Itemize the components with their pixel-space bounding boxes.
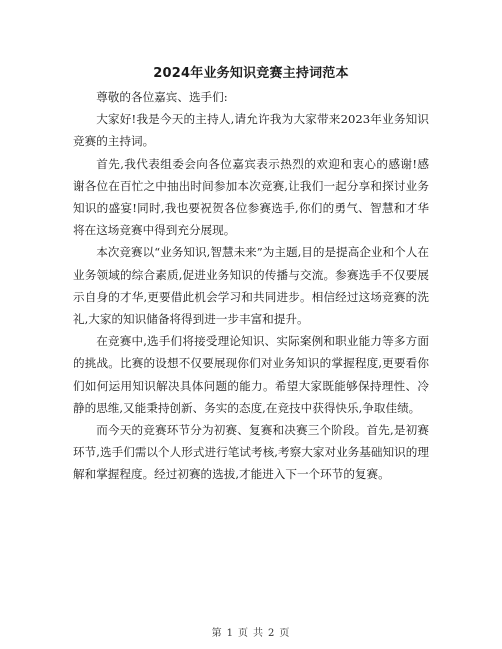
page-label: 第 <box>211 628 223 639</box>
page-label: 共 <box>253 628 264 639</box>
paragraph: 本次竞赛以“业务知识,智慧未来”为主题,目的是提高企业和个人在业务领域的综合素质,促进业务知识的传播与交流。参赛选手不仅要展示自身的才华,更要借此机会学习和共同进步。相信经过这场竞赛的洗礼,大家的知识储备将得到进一步丰富和提升。 <box>73 245 429 327</box>
document-body <box>73 86 429 486</box>
document-title: 2024年业务知识竞赛主持词范本 <box>153 66 349 81</box>
paragraph: 大家好!我是今天的主持人,请允许我为大家带来2023年业务知识竞赛的主持词。 <box>73 112 429 149</box>
current-page-number: 1 <box>226 628 234 639</box>
paragraph: 首先,我代表组委会向各位嘉宾表示热烈的欢迎和衷心的感谢!感谢各位在百忙之中抽出时间参加本次竞赛,让我们一起分享和探讨业务知识的盛宴!同时,我也要祝贺各位参赛选手,你们的勇气、智慧和才华将在这场竞赛中得到充分展现。 <box>73 156 429 238</box>
page-label: 页 <box>238 628 249 639</box>
paragraph: 在竞赛中,选手们将接受理论知识、实际案例和职业能力等多方面的挑战。比赛的设想不仅要展现你们对业务知识的掌握程度,更要看你们如何运用知识解决具体问题的能力。希望大家既能够保持理性、冷静的思维,又能秉持创新、务实的态度,在竞技中获得快乐,争取佳绩。 <box>73 334 429 415</box>
paragraph: 而今天的竞赛环节分为初赛、复赛和决赛三个阶段。首先,是初赛环节,选手们需以个人形式进行笔试考核,考察大家对业务基础知识的理解和掌握程度。经过初赛的选拔,才能进入下一个环节的复赛。 <box>73 423 429 482</box>
paragraph-salutation: 尊敬的各位嘉宾、选手们: <box>96 90 228 104</box>
total-pages-number: 2 <box>268 628 276 639</box>
page-footer <box>0 624 502 639</box>
page-label: 页 <box>279 628 291 639</box>
